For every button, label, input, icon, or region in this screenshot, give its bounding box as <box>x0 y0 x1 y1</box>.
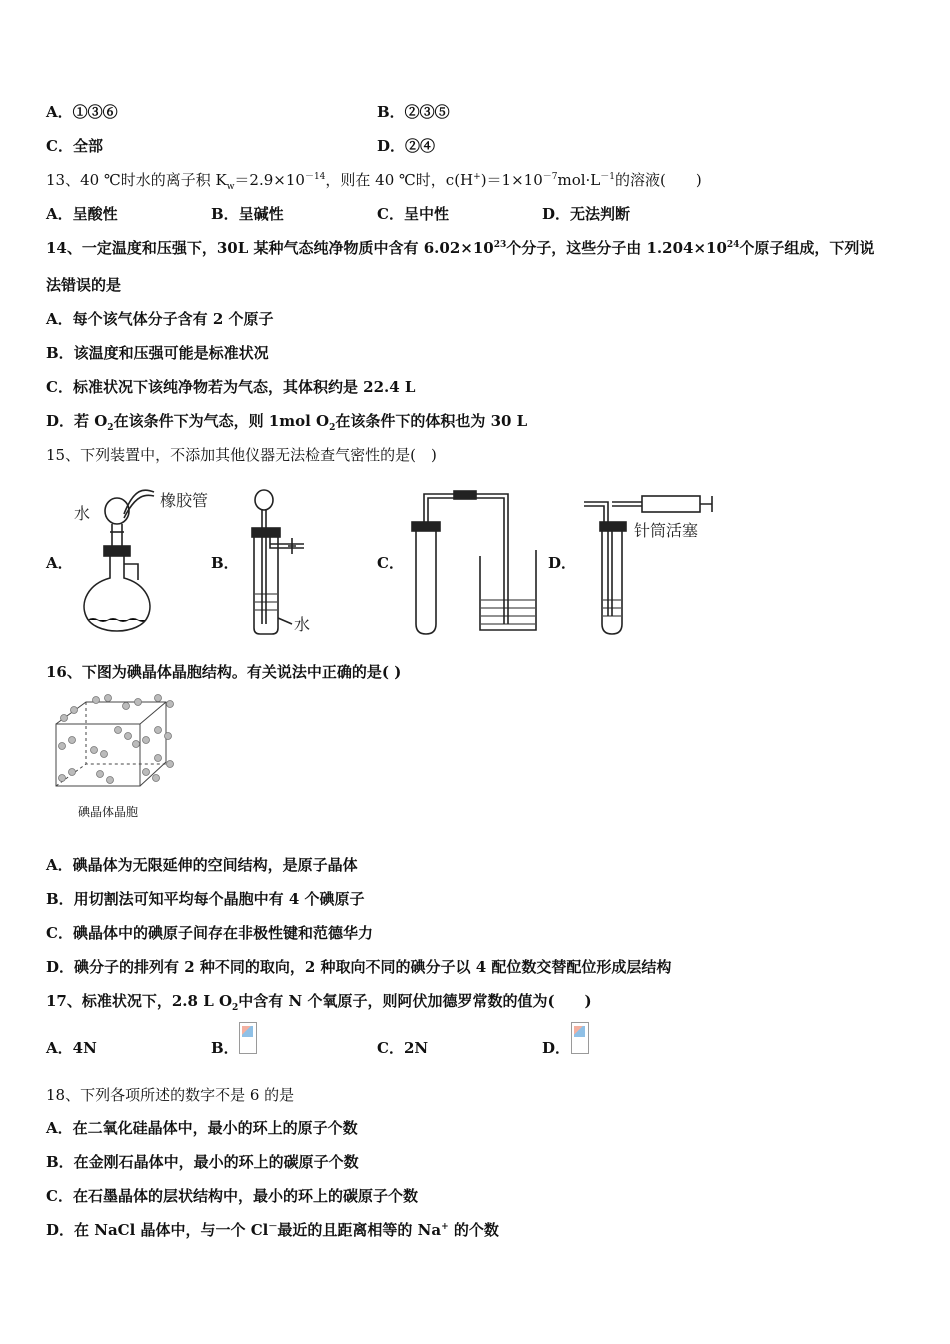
q16-option-c: C．碘晶体中的碘原子间存在非极性键和范德华力 <box>46 924 373 942</box>
q13-option-b: B．呈碱性 <box>211 205 284 223</box>
q16-option-b: B．用切割法可知平均每个晶胞中有 4 个碘原子 <box>46 890 365 908</box>
q15-fig-d-syringe-text: 针筒活塞 <box>634 521 699 540</box>
q17-option-d: D． <box>542 1039 571 1057</box>
q13-option-d: D．无法判断 <box>542 205 631 223</box>
q17-option-b: B． <box>211 1039 239 1057</box>
q15-figure-b <box>240 484 340 640</box>
q14-option-b: B．该温度和压强可能是标准状况 <box>46 344 269 362</box>
q15-label-c: C． <box>377 554 404 572</box>
q14-option-a: A．每个该气体分子含有 2 个原子 <box>46 310 274 328</box>
q15-stem: 15、下列装置中，不添加其他仪器无法检查气密性的是( ) <box>46 446 437 464</box>
q14-option-d: D．若 $O_2$在该条件下为气态，则 1mol $O_2$在该条件下的体积也为 30 L <box>46 412 528 433</box>
q18-option-d: D．在 NaCl 晶体中，与一个 Cl－最近的且距离相等的 Na+ 的个数 <box>46 1221 499 1239</box>
q17-stem: 17、标准状况下，2.8 L $O_2$中含有 N 个氧原子，则阿伏加德罗常数的值为( ) <box>46 992 592 1013</box>
q16-figure-caption: 碘晶体晶胞 <box>78 805 139 819</box>
q17-option-b-broken-image-icon <box>239 1022 257 1054</box>
q16-option-d: D．碘分子的排列有 2 种不同的取向，2 种取向不同的碘分子以 4 配位数交替配位形成层结构 <box>46 958 672 976</box>
q15-fig-a-water-text: 水 <box>74 504 91 523</box>
q17-option-d-broken-image-icon <box>571 1022 589 1054</box>
q13-stem: 13、40 ℃时水的离子积 $K_w=2.9\times 10^{-14}$，则在 40 ℃时，$c(H^+)=1\times 10^{-7}mol\cdot L^{-1}$的溶液( ) <box>46 171 702 192</box>
q15-label-b: B． <box>211 554 239 572</box>
q12-option-a: A．①③⑥ <box>46 103 118 121</box>
q14-stem-line2: 法错误的是 <box>46 276 122 294</box>
q18-option-a: A．在二氧化硅晶体中，最小的环上的原子个数 <box>46 1119 358 1137</box>
q15-fig-a-tube-text: 橡胶管 <box>160 491 209 510</box>
q18-option-c: C．在石墨晶体的层状结构中，最小的环上的碳原子个数 <box>46 1187 418 1205</box>
q15-label-d: D． <box>548 554 577 572</box>
q14-stem: 14、一定温度和压强下，30L 某种气态纯净物质中含有 $6.02\times 10^{23}$个分子，这些分子由 $1.204\times 10^{24}$个原子组成，下列说 <box>46 239 875 257</box>
q12-option-b: B．②③⑤ <box>377 103 450 121</box>
q17-option-a: A．4N <box>46 1039 97 1057</box>
q15-figure-c <box>404 484 554 640</box>
q15-figure-d <box>580 484 730 640</box>
q15-figure-a <box>74 484 214 640</box>
q15-label-a: A． <box>46 554 73 572</box>
q12-option-c: C．全部 <box>46 137 103 155</box>
q13-option-a: A．呈酸性 <box>46 205 118 223</box>
q13-option-c: C．呈中性 <box>377 205 449 223</box>
q17-option-c: C．2N <box>377 1039 429 1057</box>
q18-option-b: B．在金刚石晶体中，最小的环上的碳原子个数 <box>46 1153 359 1171</box>
q16-stem: 16、下图为碘晶体晶胞结构。有关说法中正确的是( ) <box>46 663 402 681</box>
q18-stem: 18、下列各项所述的数字不是 6 的是 <box>46 1086 295 1104</box>
q16-option-a: A．碘晶体为无限延伸的空间结构，是原子晶体 <box>46 856 358 874</box>
iodine-atoms <box>59 695 174 784</box>
q14-option-c: C．标准状况下该纯净物若为气态，其体积约是 22.4 L <box>46 378 416 396</box>
q16-iodine-unit-cell <box>46 692 176 798</box>
q12-option-d: D．②④ <box>377 137 436 155</box>
q15-fig-b-water-text: 水 <box>294 615 311 634</box>
